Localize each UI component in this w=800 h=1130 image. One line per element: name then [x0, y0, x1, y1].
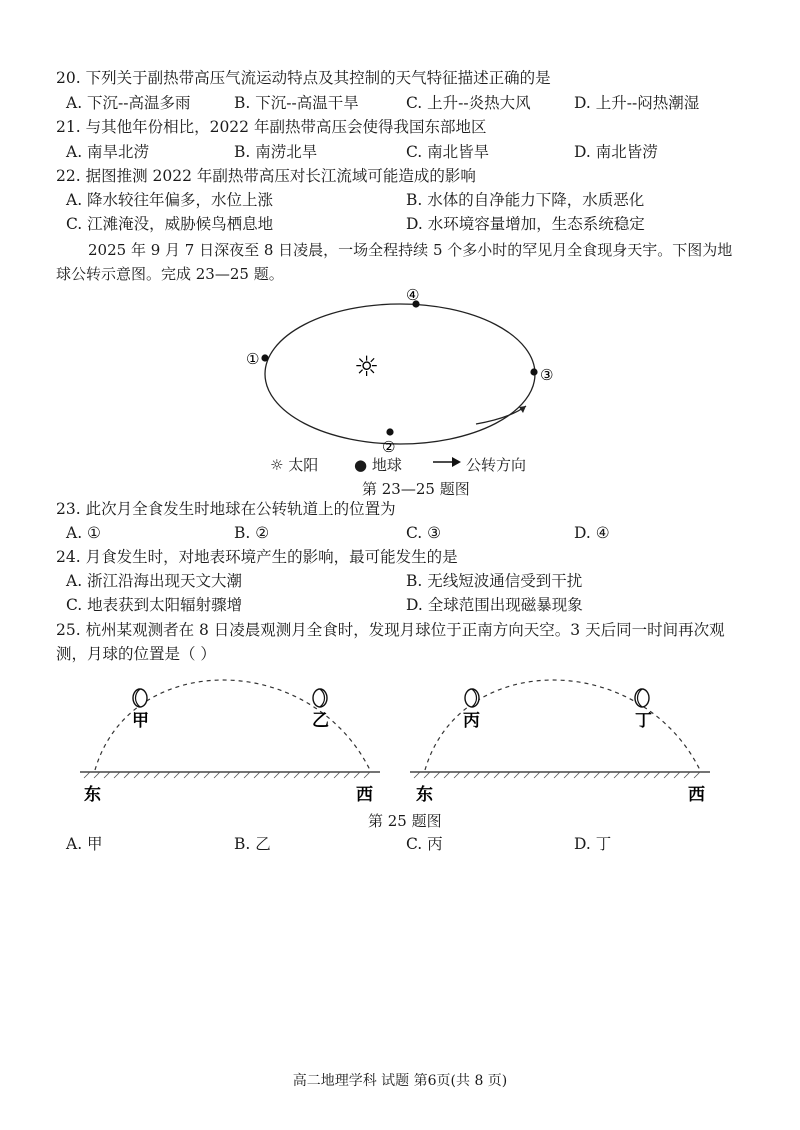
- q20-stem: 20. 下列关于副热带高压气流运动特点及其控制的天气特征描述正确的是: [56, 69, 551, 87]
- legend-arrow-icon: [432, 454, 462, 470]
- q23-option-b: B. ②: [234, 524, 270, 542]
- moon-figure-caption: 第 25 题图: [368, 812, 442, 830]
- q22-option-a: A. 降水较往年偏多，水位上涨: [66, 191, 274, 209]
- q21-option-d: D. 南北皆涝: [574, 143, 658, 161]
- legend-sun: ☼ 太阳: [270, 456, 319, 474]
- q23-option-c: C. ③: [406, 524, 442, 542]
- label-bing: 丙: [463, 711, 480, 731]
- marker-1: ①: [246, 350, 260, 368]
- q21-option-c: C. 南北皆旱: [406, 143, 490, 161]
- west-label-left: 西: [356, 785, 373, 805]
- q23-stem: 23. 此次月全食发生时地球在公转轨道上的位置为: [56, 500, 396, 518]
- q22-option-d: D. 水环境容量增加，生态系统稳定: [406, 215, 645, 233]
- q25-option-d: D. 丁: [574, 835, 612, 853]
- earth-position-2: [386, 428, 393, 435]
- q22-option-b: B. 水体的自净能力下降，水质恶化: [406, 191, 645, 209]
- q25-line-1: 25. 杭州某观测者在 8 日凌晨观测月全食时，发现月球位于正南方向天空。3 天后同一时间再次观: [56, 621, 725, 639]
- label-yi: 乙: [312, 711, 329, 731]
- q25-option-b: B. 乙: [234, 835, 271, 853]
- q20-option-a: A. 下沉--高温多雨: [66, 94, 191, 112]
- label-ding: 丁: [635, 711, 652, 731]
- horizon-hatch-right: [414, 772, 700, 778]
- q24-option-d: D. 全球范围出现磁暴现象: [406, 596, 583, 614]
- q25-option-a: A. 甲: [66, 835, 103, 853]
- moon-bing-icon: [465, 689, 479, 707]
- q20-option-b: B. 下沉--高温干旱: [234, 94, 359, 112]
- orbit-figure: [230, 280, 570, 480]
- legend-direction: 公转方向: [466, 456, 527, 474]
- moon-jia-icon: [133, 689, 147, 707]
- orbit-ellipse: [265, 304, 535, 444]
- marker-2: ②: [382, 438, 396, 456]
- moon-figure: [70, 660, 730, 810]
- intro-line-2: 球公转示意图。完成 23—25 题。: [56, 265, 284, 283]
- orbit-figure-caption: 第 23—25 题图: [362, 480, 470, 498]
- east-label-right: 东: [416, 785, 433, 805]
- q20-option-c: C. 上升--炎热大风: [406, 94, 531, 112]
- marker-3: ③: [540, 366, 554, 384]
- revolution-direction-arrow: [476, 406, 526, 424]
- q21-option-b: B. 南涝北旱: [234, 143, 318, 161]
- q21-option-a: A. 南旱北涝: [66, 143, 150, 161]
- q24-option-b: B. 无线短波通信受到干扰: [406, 572, 583, 590]
- moon-yi-icon: [313, 689, 327, 707]
- q21-stem: 21. 与其他年份相比，2022 年副热带高压会使得我国东部地区: [56, 118, 487, 136]
- legend-earth: ● 地球: [354, 456, 402, 474]
- q23-option-a: A. ①: [66, 524, 101, 542]
- earth-position-1: [261, 354, 268, 361]
- earth-position-3: [530, 368, 537, 375]
- q22-option-c: C. 江滩淹没，威胁候鸟栖息地: [66, 215, 274, 233]
- label-jia: 甲: [132, 711, 149, 731]
- q25-line-2: 测，月球的位置是（ ）: [56, 645, 216, 663]
- q20-option-d: D. 上升--闷热潮湿: [574, 94, 700, 112]
- intro-line-1: 2025 年 9 月 7 日深夜至 8 日凌晨，一场全程持续 5 个多小时的罕见月全食现身天宇。下图为地: [88, 241, 733, 259]
- west-label-right: 西: [688, 785, 705, 805]
- q22-stem: 22. 据图推测 2022 年副热带高压对长江流域可能造成的影响: [56, 167, 476, 185]
- marker-4: ④: [406, 286, 420, 304]
- q25-option-c: C. 丙: [406, 835, 443, 853]
- sun-icon: ☼: [354, 350, 380, 383]
- moon-ding-icon: [635, 689, 649, 707]
- horizon-hatch-left: [84, 772, 370, 778]
- east-label-left: 东: [84, 785, 101, 805]
- q24-option-a: A. 浙江沿海出现天文大潮: [66, 572, 243, 590]
- page-footer: 高二地理学科 试题 第6页(共 8 页): [292, 1073, 508, 1089]
- q24-stem: 24. 月食发生时，对地表环境产生的影响，最可能发生的是: [56, 548, 458, 566]
- q24-option-c: C. 地表获到太阳辐射骤增: [66, 596, 243, 614]
- q23-option-d: D. ④: [574, 524, 610, 542]
